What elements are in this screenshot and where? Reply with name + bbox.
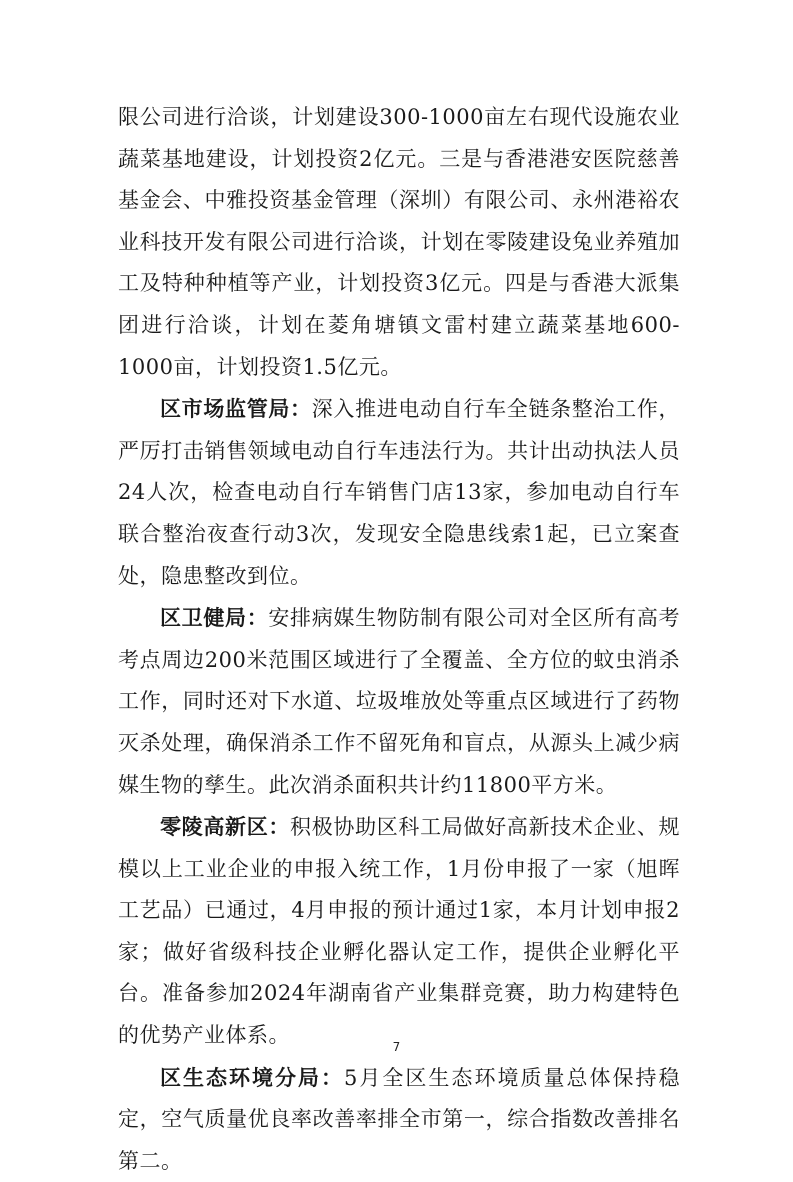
paragraph-high-tech-zone (118, 806, 680, 1057)
paragraph-continuation (118, 97, 680, 388)
paragraph-text: 积极协助区科工局做好高新技术企业、规模以上工业企业的申报入统工作，1月份申报了一家（旭晖工艺品）已通过，4月申报的预计通过1家，本月计划申报2家；做好省级科技企业孵化器认定工作，提供企业孵化平台。准备参加2024年湖南省产业集群竞赛，助力构建特色的优势产业体系。 (118, 815, 681, 1048)
paragraph-text: 5月全区生态环境质量总体保持稳定，空气质量优良率改善率排全市第一，综合指数改善排名第二。 (118, 1065, 680, 1173)
paragraph-market-supervision (118, 388, 680, 597)
document-body (118, 97, 680, 1182)
paragraph-heading: 零陵高新区： (160, 814, 291, 840)
paragraph-text: 限公司进行洽谈，计划建设300-1000亩左右现代设施农业蔬菜基地建设，计划投资2亿元。三是与香港港安医院慈善基金会、中雅投资基金管理（深圳）有限公司、永州港裕农业科技开发有限公司进行洽谈，计划在零陵建设兔业养殖加工及特种种植等产业，计划投资3亿元。四是与香港大派集团进行洽谈，计划在菱角塘镇文雷村建立蔬菜基地600-1000亩，计划投资1.5亿元。 (118, 105, 680, 379)
paragraph-health-bureau (118, 597, 680, 806)
paragraph-text: 安排病媒生物防制有限公司对全区所有高考考点周边200米范围区域进行了全覆盖、全方位的蚊虫消杀工作，同时还对下水道、垃圾堆放处等重点区域进行了药物灭杀处理，确保消杀工作不留死角和盲点，从源头上减少病媒生物的孳生。此次消杀面积共计约11800平方米。 (118, 606, 681, 797)
paragraph-heading: 区生态环境分局： (160, 1064, 345, 1090)
paragraph-heading: 区市场监管局： (160, 396, 312, 422)
paragraph-ecology-branch (118, 1057, 680, 1182)
paragraph-text: 深入推进电动自行车全链条整治工作，严厉打击销售领域电动自行车违法行为。共计出动执法人员24人次，检查电动自行车销售门店13家，参加电动自行车联合整治夜查行动3次，发现安全隐患线索1起，已立案查处，隐患整改到位。 (118, 397, 680, 588)
paragraph-heading: 区卫健局： (160, 605, 269, 631)
page-number: 7 (392, 1040, 401, 1054)
